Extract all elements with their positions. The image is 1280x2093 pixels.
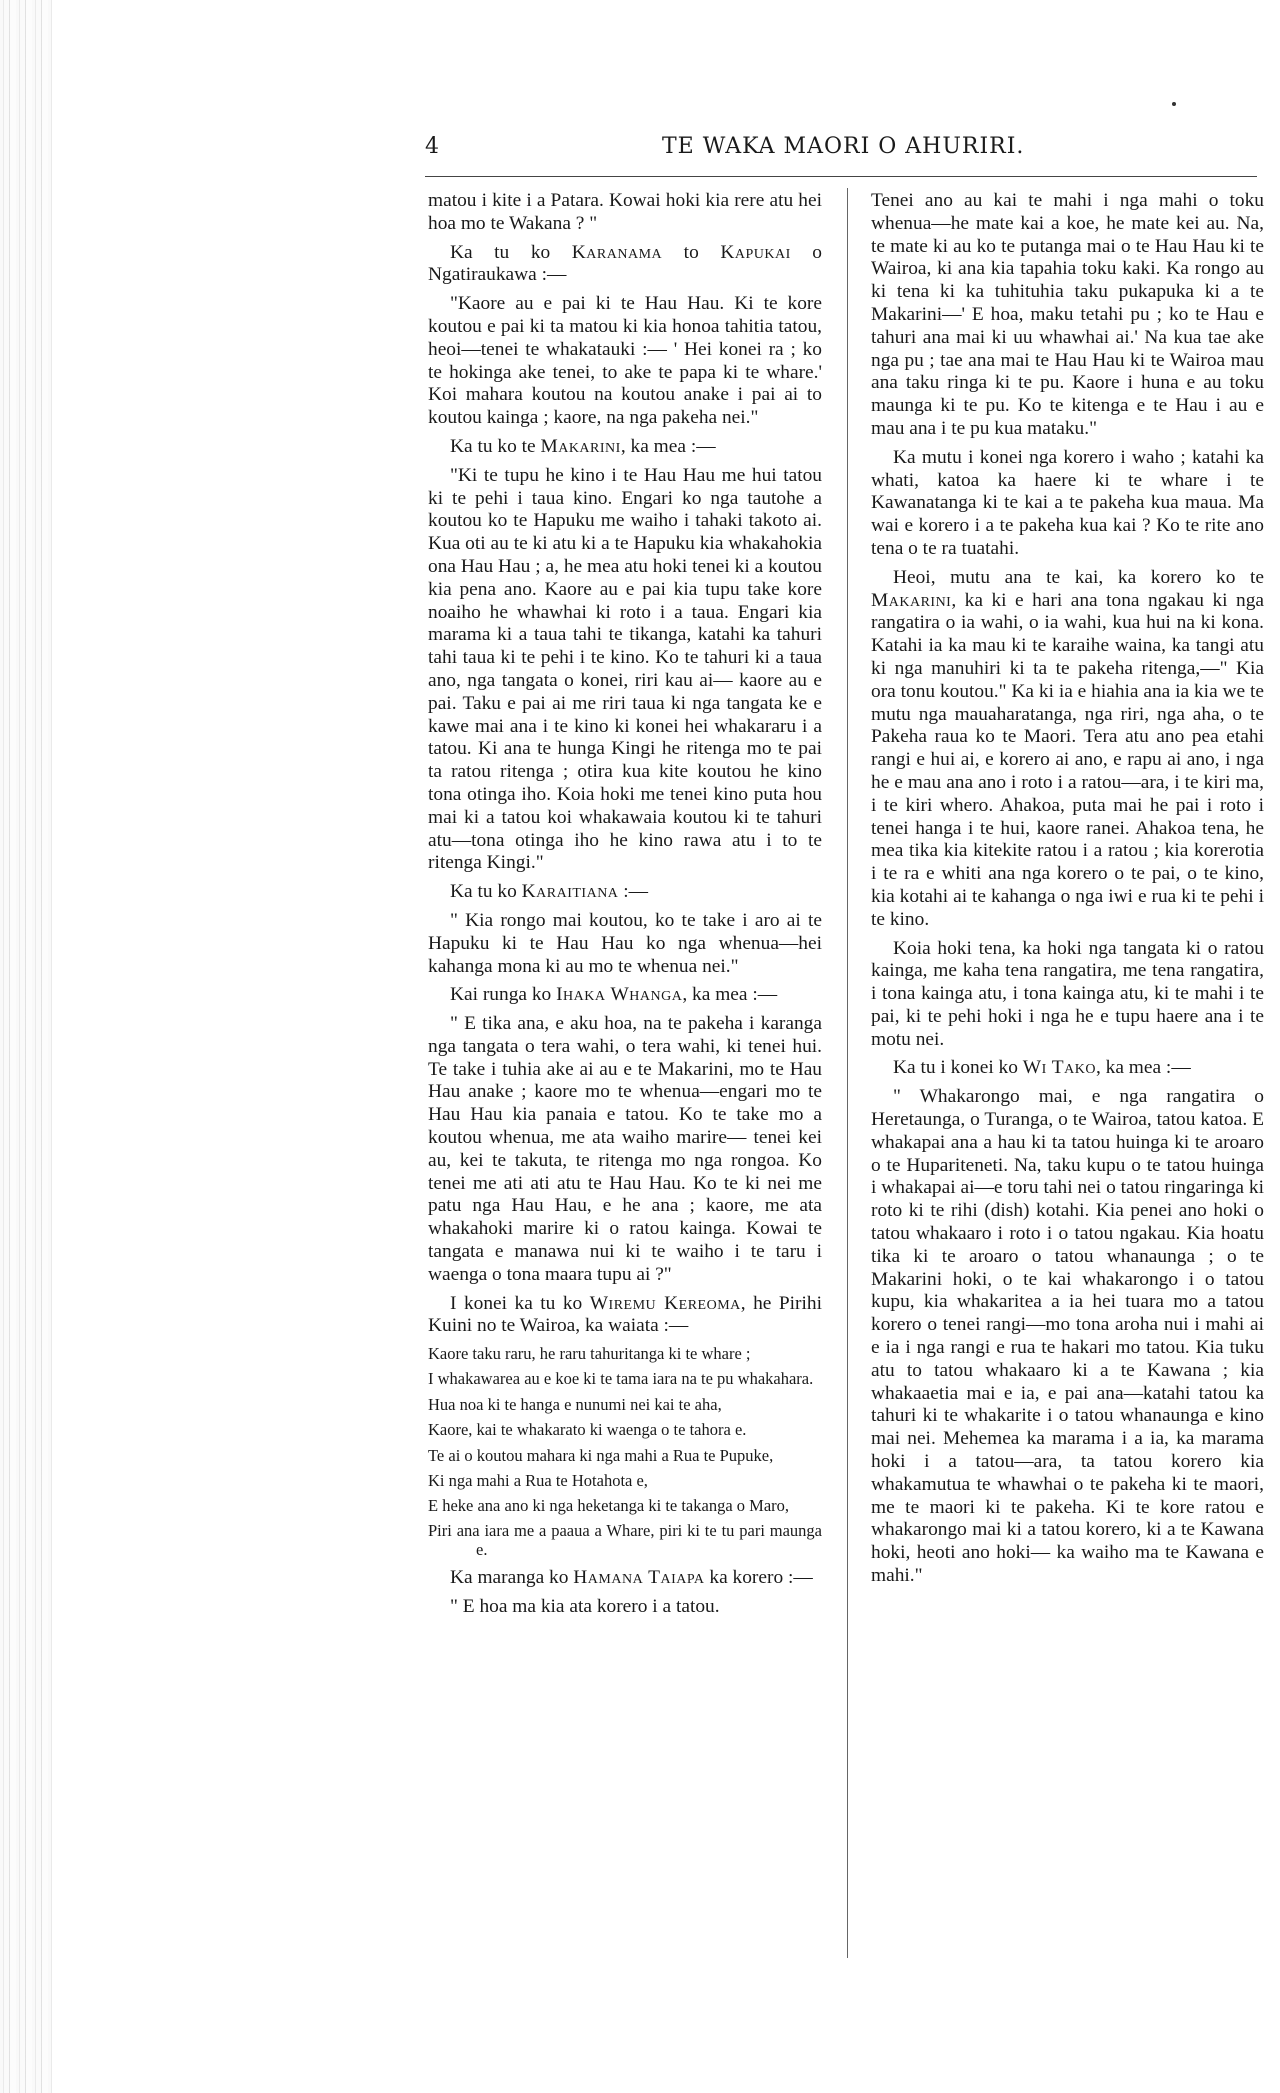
speaker-name: Karanama (571, 241, 663, 263)
speaker-name: Hamana Taiapa (573, 1567, 705, 1589)
speech-paragraph: "Kaore au e pai ki te Hau Hau. Ki te kore koutou e pai ki ta matou ki kia honoa tahitia tatou, heoi—tenei te whakatauki :— ' Hei konei ra ; ko te hokinga ake tenei, to ake te papa ki te whare.' Koi mahara koutou na koutou anake i pai ai to koutou kainga ; kaore, na nga pakeha nei." (428, 293, 822, 429)
song-line: Piri ana iara me a paaua a Whare, piri ki te tu pari maunga e. (428, 1521, 822, 1560)
speech-paragraph: " Whakarongo mai, e nga rangatira o Heretaunga, o Turanga, o te Wairoa, tatou katoa. E whakapai ana a hau ki ta tatou huinga ki te aroaro o te Hupariteneti. Na, taku kupu o te tatou huinga i whakapai ai—e toru tahi nei o tatou ringaringa ki roto ki te rihi (dish) kotahi. Kia penei ano hoki o tatou whakaaro i roto i o tatou ngakau. Kia hoatu tika ki te aroaro o tatou whanaunga ; o te Makarini hoki, o te kai whakarongo i o tatou kupu, kia whakaritea a ia hei tuara mo a tatou korero o tenei rangi—mo tona aroha nui i mahi ai e ia i nga rangi e rua te hakari mo tatou. Kia tuku atu to tatou whakaaro ki a te Kawana ; kia whakaaetia mai e ia, e pai ana—katahi tatou ka tahuri ki te whakarite i o tatou whanaunga e kino mai nei. Mehemea ka marama i a ia, ka marama hoki i a tatou—ara, ta tatou korero kia whakamutua te whawhai o te pakeha ki te maori, me te maori ki te pakeha. Ki te kore ratou e whakarongo mai ki a tatou korero, ki a te Kawana hoki, heoti ano hoki— ka waiho ma te Kawana e mahi." (871, 1086, 1264, 1587)
speech-paragraph: Tenei ano au kai te mahi i nga mahi o toku whenua—he mate kai a koe, he mate kei au. Na, te mate ki au ko te putanga mai o te Hau Hau ki te Wairoa, ki ana kia tapahia toku kaki. Ka rongo au ki tena ki ka tuhituhia taku pukapuka ki a te Makarini—' E hoa, maku tetahi pu ; ko te Hau e tahuri ana mai ki uu whawhai ai.' Na kua tae ake nga pu ; tae ana mai te Hau Hau ki te Wairoa mau ana taku ringa ki te pu. Kaore i huna e au toku maunga ki te pu. Ko te kitenga e te Hau i au e mau ana i te pu kua mataku." (871, 190, 1264, 439)
running-title: TE WAKA MAORI O AHURIRI. (662, 134, 1025, 159)
speaker-name: Makarini (871, 589, 952, 611)
right-column (871, 190, 1264, 1594)
song-line: Hua noa ki te hanga e nunumi nei kai te aha, (428, 1395, 722, 1415)
waiata-song (428, 1344, 822, 1559)
speaker-intro: Ka tu i konei ko Wi Tako, ka mea :— (893, 1057, 1191, 1079)
speech-paragraph: "Ki te tupu he kino i te Hau Hau me hui tatou ki te pehi i taua kino. Engari ko nga tautohe a koutou ko te Hapuku me waiho i tahaki takoto ai. Kua oti au te ki atu ki a te Hapuku kia whakahokia ona Hau Hau ; a, he mea atu hoki tenei ki a koutou kia pena ano. Kaore au e pai kia tupu take kore noaiho he whawhai ki roto i a taua. Engari kia marama ki a taua tahi te tikanga, katahi ka tahuri tahi taua ki te pehi i te kino. Ko te tahuri ki a taua ano, nga tangata o konei, riri kau ai— kaore au e pai. Taku e pai ai me riri taua ki nga tangata ke e kawe mai ana i te kino ki konei hei whakararu i a tatou. Ki ana te hunga Kingi he ritenga mo te pai ta ratou ritenga ; otira kua kite koutou he kino tona otinga iho. Koia hoki me tenei kino puta hou mai ki a tatou koi whakawaia koutou ki te tahuri atu—tona otinga iho he kino rawa atu i to te ritenga Kingi." (428, 464, 822, 874)
speaker-intro: Ka tu ko Karanama to Kapukai o Ngatiraukawa :— (428, 241, 823, 286)
print-speck (1172, 102, 1176, 106)
speaker-intro: Ka tu ko Karaitiana :— (450, 881, 649, 903)
speaker-intro: Kai runga ko Ihaka Whanga, ka mea :— (450, 984, 778, 1006)
song-line: Kaore, kai te whakarato ki waenga o te tahora e. (428, 1420, 747, 1440)
speaker-name: Wi Tako (1022, 1057, 1096, 1079)
speaker-name: Kapukai (720, 241, 791, 263)
left-column (428, 190, 822, 1625)
stanza (428, 1446, 822, 1559)
speech-paragraph: " Kia rongo mai koutou, ko te take i aro ai te Hapuku ki te Hau Hau ko nga whenua—hei kahanga mona ki au mo te whenua nei." (428, 909, 822, 977)
song-line: Te ai o koutou mahara ki nga mahi a Rua te Pupuke, (428, 1446, 774, 1466)
song-line: Kaore taku raru, he raru tahuritanga ki te whare ; (428, 1344, 751, 1364)
speaker-name: Karaitiana (521, 881, 619, 903)
speaker-intro: Ka tu ko te Makarini, ka mea :— (450, 435, 716, 457)
song-line: E heke ana ano ki nga heketanga ki te takanga o Maro, (428, 1496, 790, 1516)
narrative-paragraph: Koia hoki tena, ka hoki nga tangata ki o ratou kainga, me kaha tena rangatira, me tena rangatira, i tona kainga atu, i tona kainga atu, ki te mahi i te pai, ki te pehi hoki i nga he e tupu haere ana i te motu nei. (871, 937, 1264, 1050)
scanned-page-edge (0, 0, 52, 2093)
paragraph: matou i kite i a Patara. Kowai hoki kia rere atu hei hoa mo te Wakana ? " (428, 190, 822, 234)
stanza (428, 1344, 822, 1388)
stanza (428, 1395, 822, 1439)
narrative-paragraph: Ka mutu i konei nga korero i waho ; katahi ka whati, katoa ka haere ki te whare i te Kawanatanga ki te kai a te pakeha kua maua. Ma wai e korero i a te pakeha kua kai ? Ko te rite ano tena o te ra tuatahi. (871, 446, 1264, 559)
speech-paragraph: " E tika ana, e aku hoa, na te pakeha i karanga nga tangata o tera wahi, o tera wahi, ki tenei hui. Te take i tuhia ake ai au e te Makarini, mo te Hau Hau anake ; kaore mo te whenua—engari mo te Hau Hau kia panaia e tatou. Ko te take mo a koutou whenua, me ata waiho marire— tenei kei au, kei te takuta, te ritenga mo nga rongoa. Ko tenei me ati ati atu te Hau Hau. Ko te ki nei me patu nga Hau Hau, e he ana ; kaore, me ata whakahoki marire ki o ratou kainga. Kowai te tangata e manawa nui ki te waiho i te taru i waenga o tona maara tupu ai ?" (428, 1013, 822, 1285)
speaker-name: Makarini (540, 435, 621, 457)
header-rule (425, 176, 1257, 177)
song-line: Ki nga mahi a Rua te Hotahota e, (428, 1471, 648, 1491)
speech-paragraph: " E hoa ma kia ata korero i a tatou. (450, 1596, 720, 1618)
speaker-name: Ihaka Whanga (556, 984, 683, 1006)
speaker-name: Wiremu Kereoma (589, 1292, 741, 1314)
page-number: 4 (425, 134, 439, 159)
speaker-intro: Ka maranga ko Hamana Taiapa ka korero :— (450, 1567, 813, 1589)
speaker-intro: I konei ka tu ko Wiremu Kereoma, he Pirihi Kuini no te Wairoa, ka waiata :— (428, 1292, 822, 1337)
song-line: I whakawarea au e koe ki te tama iara na te pu whakahara. (428, 1369, 814, 1389)
narrative-paragraph: Heoi, mutu ana te kai, ka korero ko te Makarini, ka ki e hari ana tona ngakau ki nga rangatira o ia wahi, o ia wahi, kua hui na ki kona. Katahi ia ka mau ki te karaihe waina, ka tangi atu ki nga manuhiri ki ta te pakeha ritenga,—" Kia ora tonu koutou." Ka ki ia e hiahia ana ia kia we te mutu nga mauaharatanga, nga riri, nga aha, o te Pakeha raua ko te Maori. Tera atu ano pea etahi rangi e hui ai, e korero ai ano, e rapu ai ano, i nga he e mau ana ano i roto i a ratou—ara, i te kiri ma, i te kiri whero. Ahakoa, puta mai he pai i roto i tenei hanga i te hui, kaore ranei. Ahakoa tena, he mea tika kia kitekite ratou i a ratou ; kia korerotia i te ra e whiti ana nga korero o te pai, o te kino, kia kotahi ai te kahanga o nga iwi e rua ki te pehi i te kino. (871, 566, 1264, 930)
column-divider (847, 188, 848, 1958)
